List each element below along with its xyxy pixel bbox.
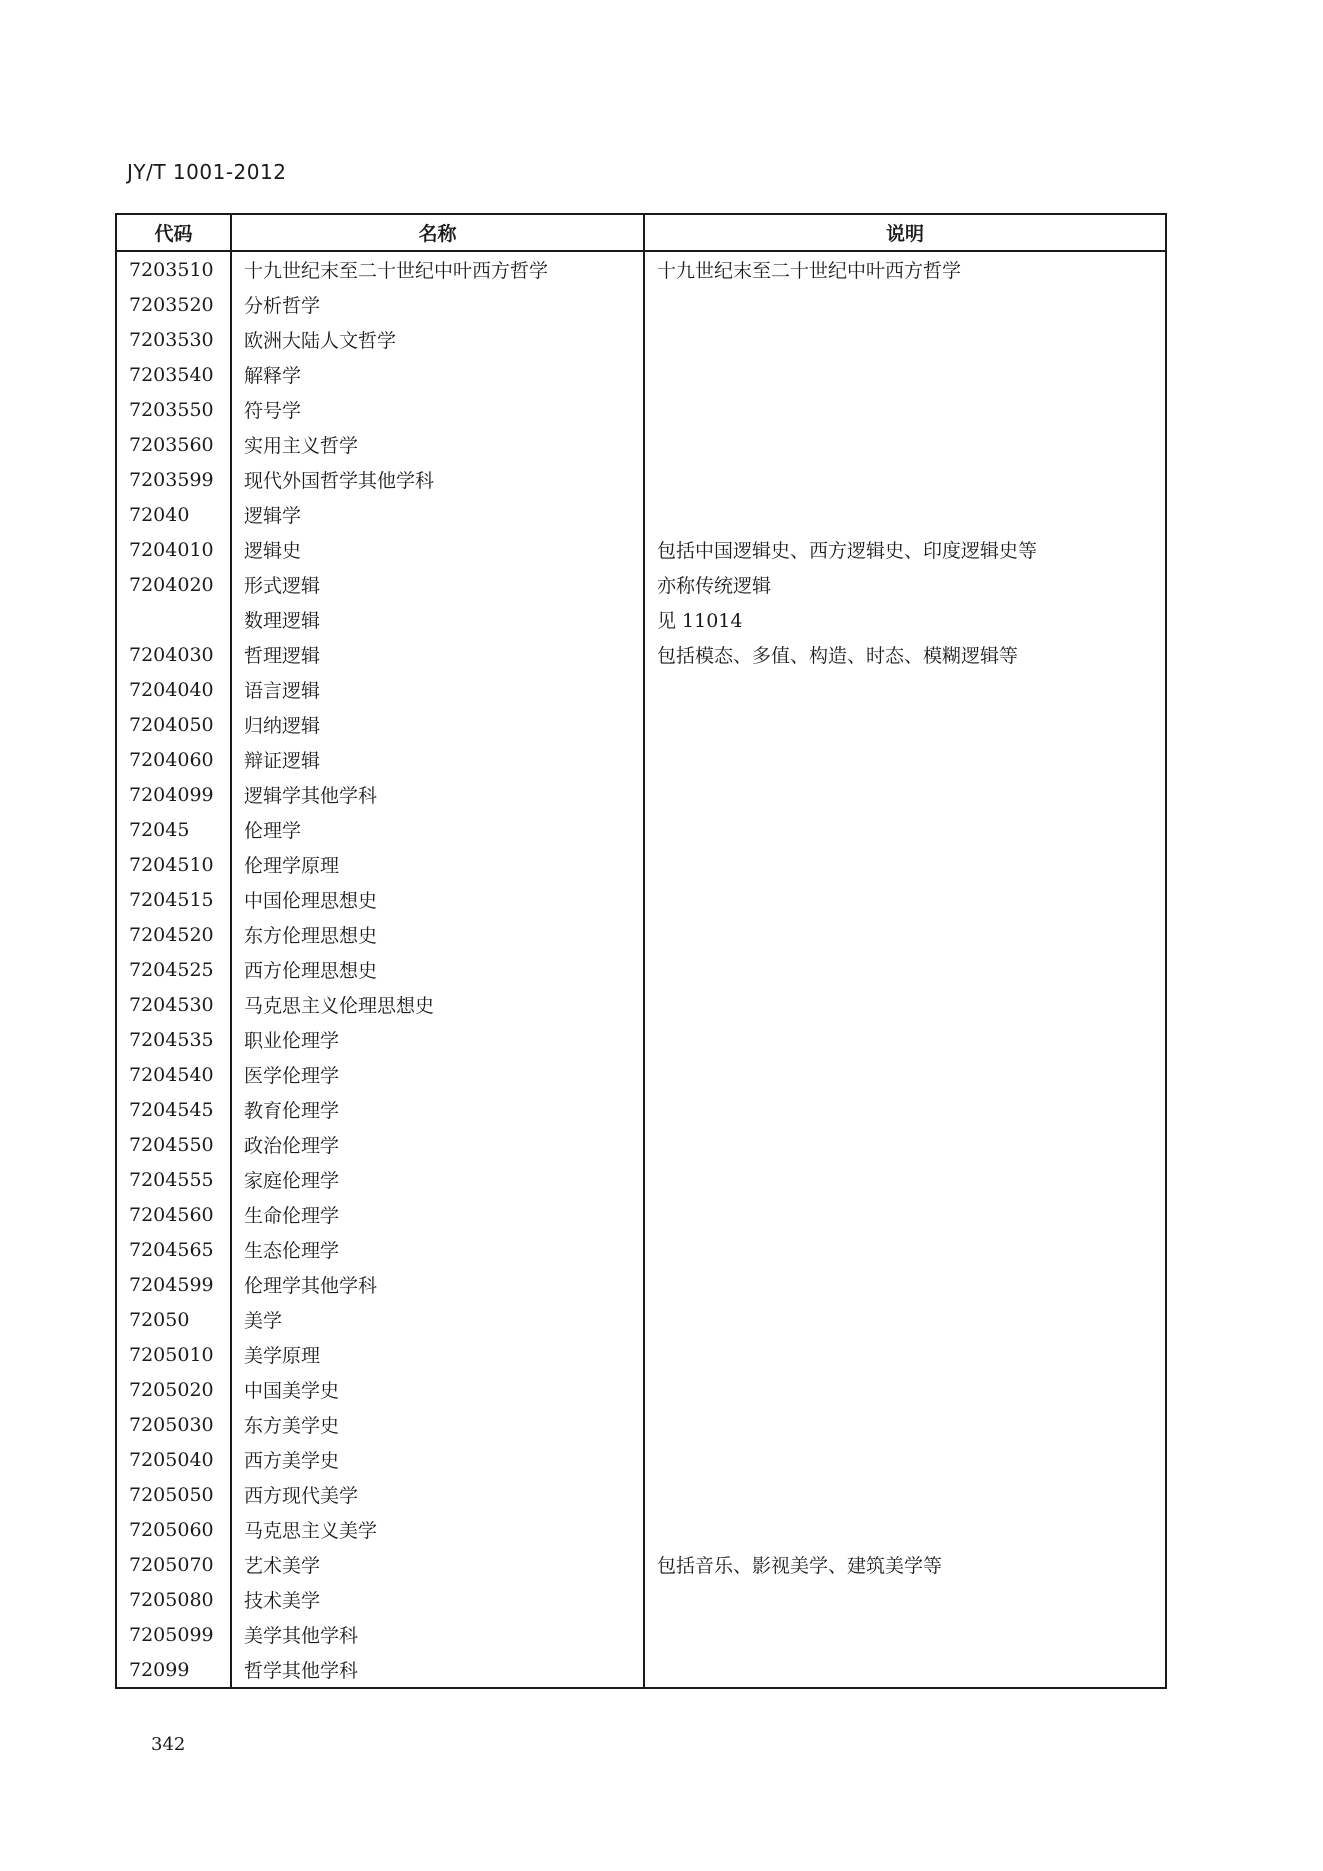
cell-note: 包括中国逻辑史、西方逻辑史、印度逻辑史等 xyxy=(644,532,1166,567)
cell-name: 中国美学史 xyxy=(231,1372,644,1407)
cell-code: 7204565 xyxy=(116,1232,231,1267)
table-row xyxy=(116,987,1166,1022)
cell-code: 7205080 xyxy=(116,1582,231,1617)
cell-note xyxy=(644,952,1166,987)
cell-name: 语言逻辑 xyxy=(231,672,644,707)
table-row xyxy=(116,532,1166,567)
cell-name: 生态伦理学 xyxy=(231,1232,644,1267)
cell-note xyxy=(644,742,1166,777)
cell-name: 逻辑学其他学科 xyxy=(231,777,644,812)
cell-code: 7204050 xyxy=(116,707,231,742)
cell-name: 政治伦理学 xyxy=(231,1127,644,1162)
table-row xyxy=(116,357,1166,392)
cell-note xyxy=(644,1162,1166,1197)
table-row xyxy=(116,1372,1166,1407)
cell-code: 7204030 xyxy=(116,637,231,672)
cell-name: 解释学 xyxy=(231,357,644,392)
cell-note xyxy=(644,777,1166,812)
cell-code: 7204599 xyxy=(116,1267,231,1302)
table-row xyxy=(116,1232,1166,1267)
table-row xyxy=(116,1127,1166,1162)
table-row xyxy=(116,1092,1166,1127)
cell-note xyxy=(644,287,1166,322)
cell-note xyxy=(644,1127,1166,1162)
cell-note xyxy=(644,882,1166,917)
page-number: 342 xyxy=(151,1734,186,1755)
cell-name: 哲学其他学科 xyxy=(231,1652,644,1688)
cell-code: 72045 xyxy=(116,812,231,847)
table-row xyxy=(116,251,1166,287)
table-row xyxy=(116,1512,1166,1547)
cell-code: 7205060 xyxy=(116,1512,231,1547)
cell-name: 欧洲大陆人文哲学 xyxy=(231,322,644,357)
cell-code: 7204060 xyxy=(116,742,231,777)
table-body xyxy=(116,251,1166,1688)
cell-name: 艺术美学 xyxy=(231,1547,644,1582)
table-row xyxy=(116,1477,1166,1512)
cell-code: 72099 xyxy=(116,1652,231,1688)
column-header-code: 代码 xyxy=(116,214,231,251)
table-row xyxy=(116,1582,1166,1617)
cell-code: 7204555 xyxy=(116,1162,231,1197)
table-row xyxy=(116,287,1166,322)
table-row xyxy=(116,1162,1166,1197)
table-row xyxy=(116,497,1166,532)
table-row xyxy=(116,1407,1166,1442)
cell-name: 逻辑学 xyxy=(231,497,644,532)
cell-note xyxy=(644,1057,1166,1092)
cell-note: 亦称传统逻辑 xyxy=(644,567,1166,602)
cell-note xyxy=(644,1022,1166,1057)
cell-name: 西方美学史 xyxy=(231,1442,644,1477)
cell-note xyxy=(644,812,1166,847)
cell-name: 形式逻辑 xyxy=(231,567,644,602)
cell-name: 十九世纪末至二十世纪中叶西方哲学 xyxy=(231,251,644,287)
cell-note xyxy=(644,707,1166,742)
cell-name: 家庭伦理学 xyxy=(231,1162,644,1197)
table-row xyxy=(116,1302,1166,1337)
table-row xyxy=(116,567,1166,602)
cell-name: 东方伦理思想史 xyxy=(231,917,644,952)
table-row xyxy=(116,392,1166,427)
cell-code: 7205010 xyxy=(116,1337,231,1372)
cell-name: 技术美学 xyxy=(231,1582,644,1617)
cell-name: 东方美学史 xyxy=(231,1407,644,1442)
cell-name: 伦理学原理 xyxy=(231,847,644,882)
cell-note xyxy=(644,427,1166,462)
table-row xyxy=(116,427,1166,462)
table-row xyxy=(116,637,1166,672)
table-row xyxy=(116,707,1166,742)
cell-name: 分析哲学 xyxy=(231,287,644,322)
cell-code xyxy=(116,602,231,637)
table-row xyxy=(116,812,1166,847)
cell-note: 包括模态、多值、构造、时态、模糊逻辑等 xyxy=(644,637,1166,672)
cell-code: 7203510 xyxy=(116,251,231,287)
table-row xyxy=(116,742,1166,777)
cell-note xyxy=(644,497,1166,532)
cell-name: 美学其他学科 xyxy=(231,1617,644,1652)
cell-code: 72040 xyxy=(116,497,231,532)
cell-name: 伦理学其他学科 xyxy=(231,1267,644,1302)
cell-name: 符号学 xyxy=(231,392,644,427)
table-row xyxy=(116,602,1166,637)
cell-code: 7204020 xyxy=(116,567,231,602)
cell-code: 7204510 xyxy=(116,847,231,882)
cell-note xyxy=(644,462,1166,497)
cell-code: 7204535 xyxy=(116,1022,231,1057)
cell-note xyxy=(644,1092,1166,1127)
cell-note xyxy=(644,1337,1166,1372)
document-standard-code: JY/T 1001-2012 xyxy=(127,160,287,184)
subject-code-table-container xyxy=(115,213,1167,1689)
subject-code-table xyxy=(115,213,1167,1689)
cell-note xyxy=(644,1617,1166,1652)
cell-code: 7203560 xyxy=(116,427,231,462)
table-row xyxy=(116,1057,1166,1092)
cell-note xyxy=(644,1582,1166,1617)
table-row xyxy=(116,1652,1166,1688)
cell-note: 十九世纪末至二十世纪中叶西方哲学 xyxy=(644,251,1166,287)
table-row xyxy=(116,882,1166,917)
cell-name: 美学原理 xyxy=(231,1337,644,1372)
cell-name: 西方伦理思想史 xyxy=(231,952,644,987)
cell-code: 7205020 xyxy=(116,1372,231,1407)
table-row xyxy=(116,1547,1166,1582)
cell-code: 7203599 xyxy=(116,462,231,497)
cell-name: 美学 xyxy=(231,1302,644,1337)
cell-name: 教育伦理学 xyxy=(231,1092,644,1127)
cell-code: 7204010 xyxy=(116,532,231,567)
cell-note xyxy=(644,987,1166,1022)
cell-name: 伦理学 xyxy=(231,812,644,847)
table-row xyxy=(116,1267,1166,1302)
cell-note xyxy=(644,1302,1166,1337)
cell-name: 哲理逻辑 xyxy=(231,637,644,672)
cell-note xyxy=(644,1232,1166,1267)
table-row xyxy=(116,462,1166,497)
cell-note xyxy=(644,672,1166,707)
table-row xyxy=(116,672,1166,707)
cell-note: 见 11014 xyxy=(644,602,1166,637)
cell-name: 生命伦理学 xyxy=(231,1197,644,1232)
cell-note xyxy=(644,357,1166,392)
cell-code: 7203540 xyxy=(116,357,231,392)
cell-code: 7204530 xyxy=(116,987,231,1022)
cell-code: 7205070 xyxy=(116,1547,231,1582)
cell-note xyxy=(644,1477,1166,1512)
cell-note xyxy=(644,847,1166,882)
cell-note xyxy=(644,1267,1166,1302)
cell-note xyxy=(644,1372,1166,1407)
cell-code: 7204515 xyxy=(116,882,231,917)
table-row xyxy=(116,1337,1166,1372)
cell-name: 数理逻辑 xyxy=(231,602,644,637)
cell-code: 7204540 xyxy=(116,1057,231,1092)
column-header-name: 名称 xyxy=(231,214,644,251)
cell-code: 7204550 xyxy=(116,1127,231,1162)
cell-name: 中国伦理思想史 xyxy=(231,882,644,917)
cell-note xyxy=(644,917,1166,952)
table-row xyxy=(116,1442,1166,1477)
column-header-note: 说明 xyxy=(644,214,1166,251)
table-row xyxy=(116,917,1166,952)
cell-name: 实用主义哲学 xyxy=(231,427,644,462)
cell-code: 7204560 xyxy=(116,1197,231,1232)
cell-code: 7204099 xyxy=(116,777,231,812)
cell-code: 7204545 xyxy=(116,1092,231,1127)
cell-note xyxy=(644,1652,1166,1688)
table-row xyxy=(116,1617,1166,1652)
cell-code: 7203550 xyxy=(116,392,231,427)
cell-code: 7205040 xyxy=(116,1442,231,1477)
cell-name: 辩证逻辑 xyxy=(231,742,644,777)
cell-name: 归纳逻辑 xyxy=(231,707,644,742)
cell-note xyxy=(644,1512,1166,1547)
cell-code: 7205050 xyxy=(116,1477,231,1512)
cell-note xyxy=(644,1442,1166,1477)
cell-note: 包括音乐、影视美学、建筑美学等 xyxy=(644,1547,1166,1582)
cell-code: 7203520 xyxy=(116,287,231,322)
table-row xyxy=(116,777,1166,812)
cell-code: 7203530 xyxy=(116,322,231,357)
table-header-row xyxy=(116,214,1166,251)
cell-note xyxy=(644,322,1166,357)
cell-note xyxy=(644,392,1166,427)
table-row xyxy=(116,847,1166,882)
cell-note xyxy=(644,1407,1166,1442)
cell-code: 7204525 xyxy=(116,952,231,987)
table-row xyxy=(116,1022,1166,1057)
cell-name: 医学伦理学 xyxy=(231,1057,644,1092)
cell-name: 现代外国哲学其他学科 xyxy=(231,462,644,497)
cell-name: 西方现代美学 xyxy=(231,1477,644,1512)
cell-name: 职业伦理学 xyxy=(231,1022,644,1057)
table-row xyxy=(116,1197,1166,1232)
cell-code: 7205099 xyxy=(116,1617,231,1652)
cell-code: 7204520 xyxy=(116,917,231,952)
cell-code: 7204040 xyxy=(116,672,231,707)
table-row xyxy=(116,952,1166,987)
cell-name: 马克思主义美学 xyxy=(231,1512,644,1547)
cell-code: 7205030 xyxy=(116,1407,231,1442)
cell-note xyxy=(644,1197,1166,1232)
cell-code: 72050 xyxy=(116,1302,231,1337)
cell-name: 马克思主义伦理思想史 xyxy=(231,987,644,1022)
cell-name: 逻辑史 xyxy=(231,532,644,567)
table-row xyxy=(116,322,1166,357)
